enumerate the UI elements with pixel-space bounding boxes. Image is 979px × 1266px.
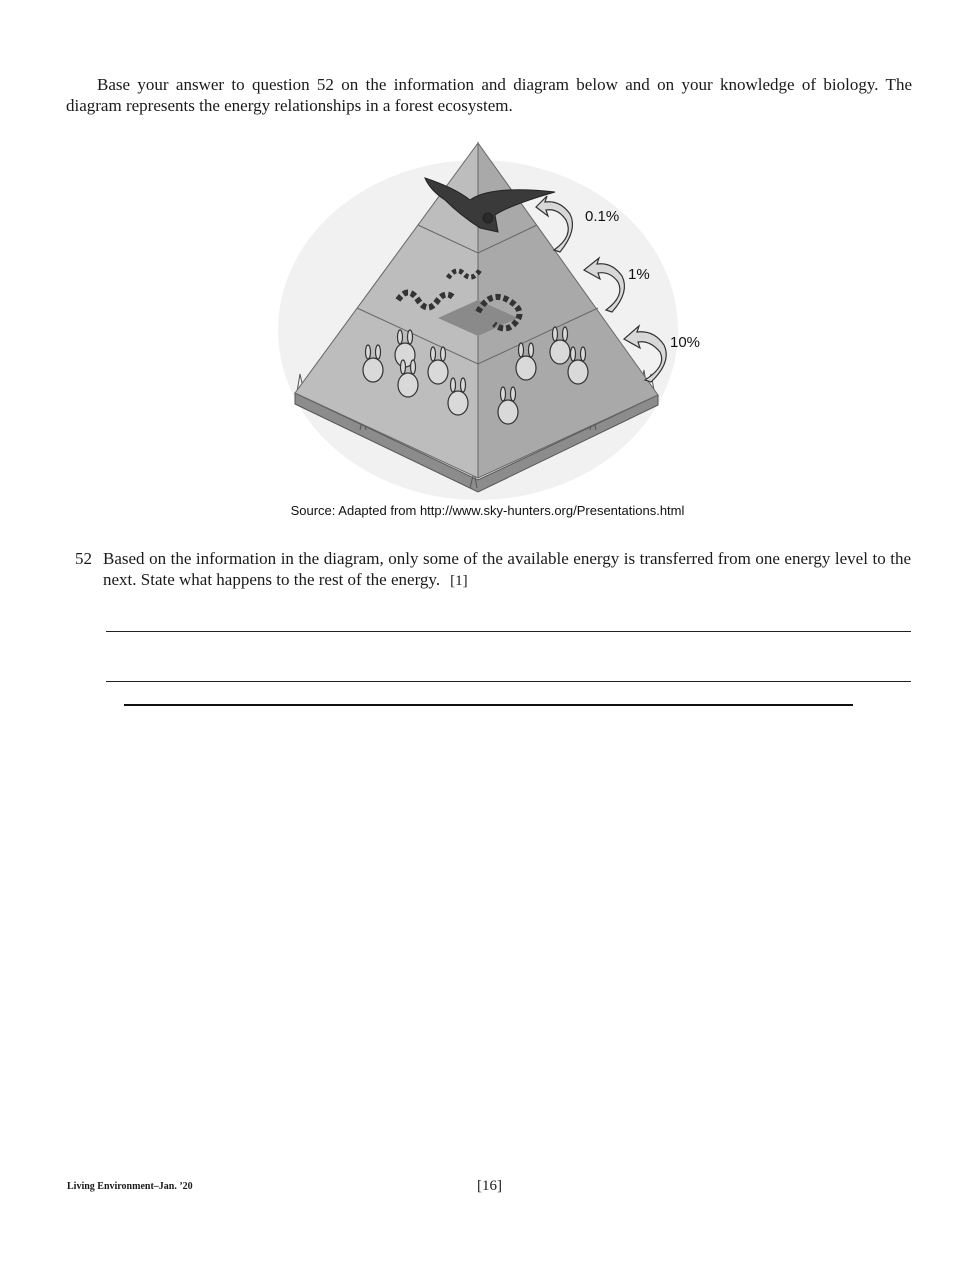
diagram-source: Source: Adapted from http://www.sky-hunters.org/Presentations.html bbox=[290, 503, 685, 518]
question-text bbox=[103, 548, 911, 592]
percentage-label-top: 0.1% bbox=[585, 208, 620, 225]
answer-line-1[interactable] bbox=[106, 631, 911, 632]
question-body: Based on the information in the diagram, only some of the available energy is transferred from one energy level to the next. State what happens to the rest of the energy. bbox=[103, 549, 911, 589]
energy-pyramid-diagram bbox=[0, 0, 979, 520]
percentage-label-bottom: 10% bbox=[670, 334, 701, 351]
footer-page-number: [16] bbox=[477, 1178, 502, 1194]
percentage-label-middle: 1% bbox=[628, 266, 650, 283]
separator-rule bbox=[124, 704, 853, 706]
question-number: 52 bbox=[75, 549, 92, 568]
intro-text: Base your answer to question 52 on the information and diagram below and on your knowledge of biology. The diagram represents the energy relationships in a forest ecosystem. bbox=[66, 75, 912, 115]
answer-line-2[interactable] bbox=[106, 681, 911, 682]
footer-exam-title: Living Environment–Jan. ’20 bbox=[67, 1181, 193, 1192]
question-points: [1] bbox=[450, 573, 468, 589]
